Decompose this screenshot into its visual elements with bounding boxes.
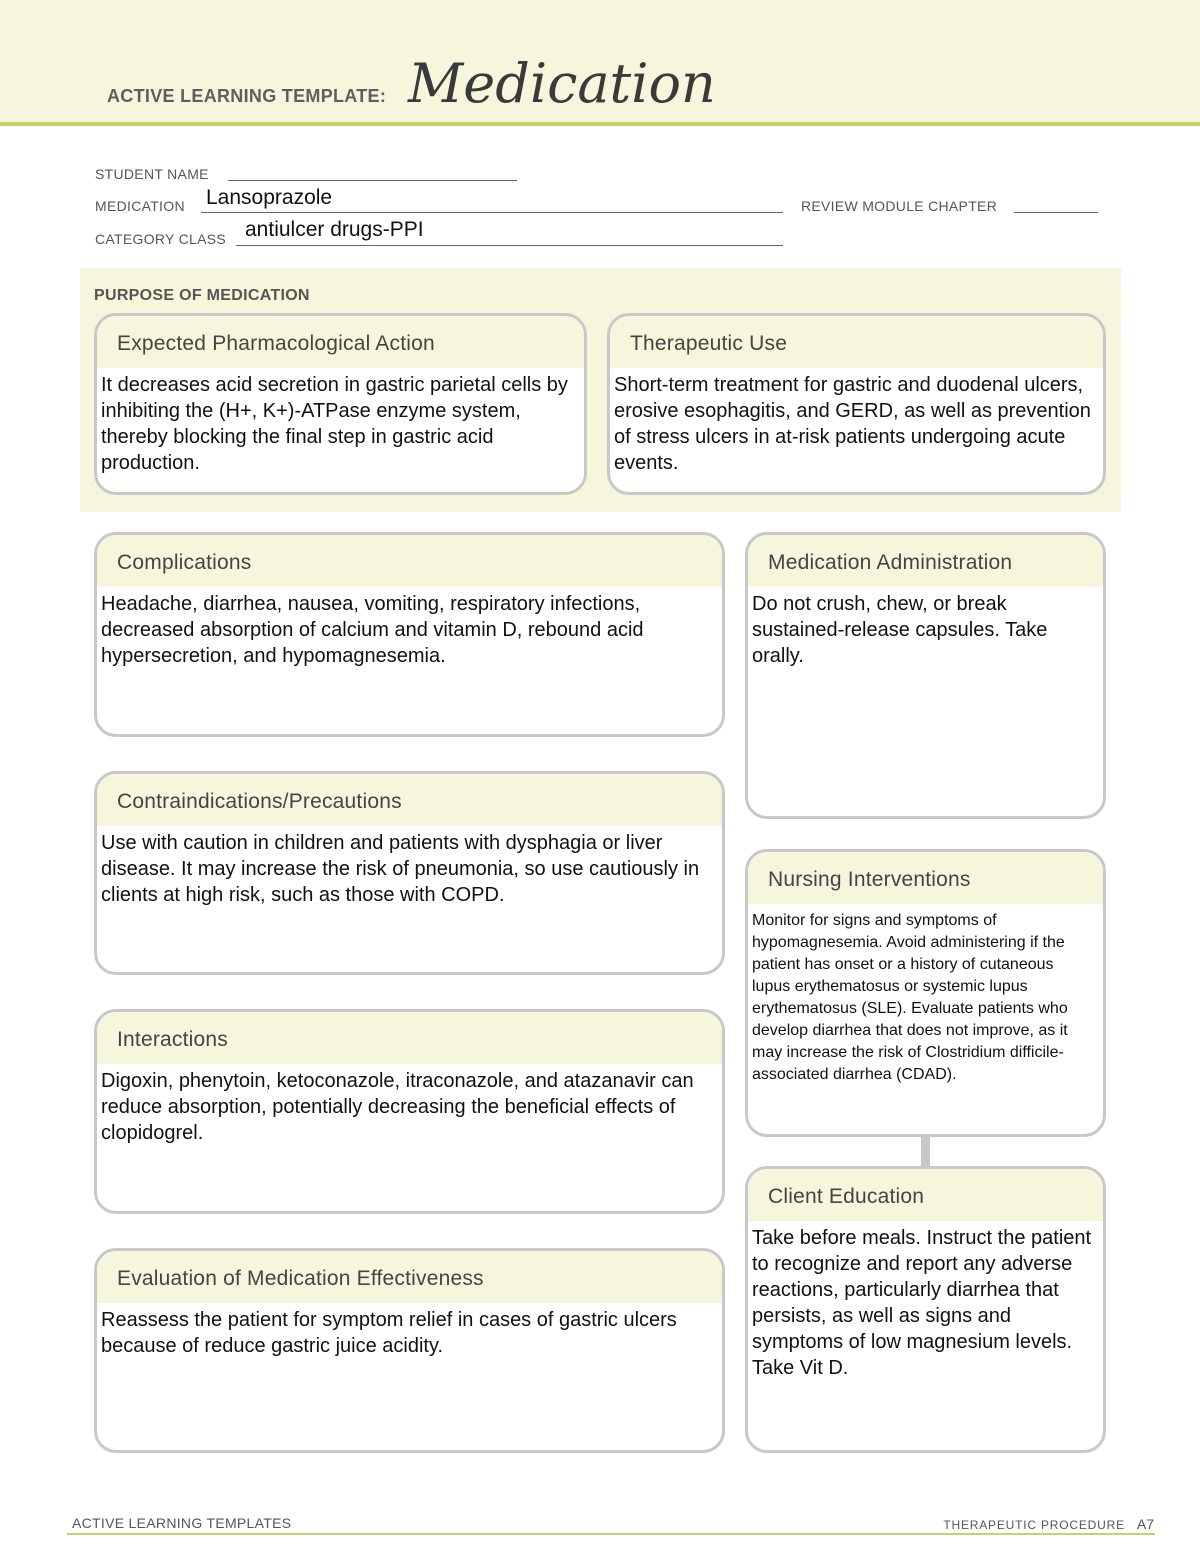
student-name-label: STUDENT NAME (95, 166, 209, 182)
footer-section: THERAPEUTIC PROCEDURE (943, 1518, 1125, 1532)
nursing-interventions-card (745, 849, 1106, 1137)
header-rule (0, 122, 1200, 126)
nursing-interventions-title: Nursing Interventions (748, 852, 1103, 904)
complications-title: Complications (97, 535, 722, 587)
expected-action-title: Expected Pharmacological Action (97, 316, 584, 368)
category-class-line[interactable] (236, 245, 783, 246)
administration-card (745, 532, 1106, 819)
expected-action-card (94, 313, 587, 495)
review-module-label: REVIEW MODULE CHAPTER (801, 198, 998, 214)
administration-title: Medication Administration (748, 535, 1103, 587)
medication-value[interactable]: Lansoprazole (206, 186, 333, 209)
footer-left: ACTIVE LEARNING TEMPLATES (72, 1515, 292, 1531)
evaluation-card (94, 1248, 725, 1453)
client-education-card (745, 1166, 1106, 1453)
contraindications-text: Use with caution in children and patients with dysphagia or liver disease. It may increase the risk of pneumonia, so use cautiously in clients at high risk, such as those with COPD. (101, 832, 700, 906)
page-number: A7 (1136, 1516, 1154, 1532)
medication-line[interactable] (201, 212, 783, 213)
page-title: Medication (408, 52, 716, 115)
category-class-value[interactable]: antiulcer drugs-PPI (245, 218, 424, 241)
evaluation-title: Evaluation of Medication Effectiveness (97, 1251, 722, 1303)
therapeutic-use-card (607, 313, 1106, 495)
evaluation-text: Reassess the patient for symptom relief in cases of gastric ulcers because of reduce gastric juice acidity. (101, 1309, 677, 1357)
expected-action-text: It decreases acid secretion in gastric parietal cells by inhibiting the (H+, K+)-ATPase enzyme system, thereby blocking the final step in gastric acid production. (101, 374, 568, 474)
interactions-title: Interactions (97, 1012, 722, 1064)
client-education-title: Client Education (748, 1169, 1103, 1221)
footer-rule (67, 1533, 1155, 1535)
footer-right (943, 1516, 1154, 1532)
client-education-text: Take before meals. Instruct the patient to recognize and report any adverse reactions, particularly diarrhea that persists, as well as signs and symptoms of low magnesium levels. Take Vit D. (752, 1227, 1092, 1379)
category-class-label: CATEGORY CLASS (95, 231, 227, 247)
contraindications-card (94, 771, 725, 975)
complications-card (94, 532, 725, 737)
review-module-line[interactable] (1014, 212, 1098, 213)
complications-text: Headache, diarrhea, nausea, vomiting, respiratory infections, decreased absorption of calcium and vitamin D, rebound acid hypersecretion, and hypomagnesemia. (101, 593, 644, 667)
nursing-interventions-text: Monitor for signs and symptoms of hypomagnesemia. Avoid administering if the patient has onset or a history of cutaneous lupus erythematosus or systemic lupus erythematosus (SLE). Evaluate patients who develop diarrhea that does not improve, as it may increase the risk of Clostridium difficile-associated diarrhea (CDAD). (752, 912, 1068, 1083)
connector-bar (921, 1136, 930, 1166)
therapeutic-use-text: Short-term treatment for gastric and duodenal ulcers, erosive esophagitis, and GERD, as well as prevention of stress ulcers in at-risk patients undergoing acute events. (614, 374, 1091, 474)
medication-label: MEDICATION (95, 198, 185, 214)
therapeutic-use-title: Therapeutic Use (610, 316, 1103, 368)
header-label: ACTIVE LEARNING TEMPLATE: (107, 86, 387, 106)
interactions-text: Digoxin, phenytoin, ketoconazole, itraconazole, and atazanavir can reduce absorption, potentially decreasing the beneficial effects of clopidogrel. (101, 1070, 694, 1144)
interactions-card (94, 1009, 725, 1214)
administration-text: Do not crush, chew, or break sustained-release capsules. Take orally. (752, 593, 1048, 667)
purpose-title: PURPOSE OF MEDICATION (94, 287, 310, 304)
contraindications-title: Contraindications/Precautions (97, 774, 722, 826)
student-name-line[interactable] (228, 180, 517, 181)
